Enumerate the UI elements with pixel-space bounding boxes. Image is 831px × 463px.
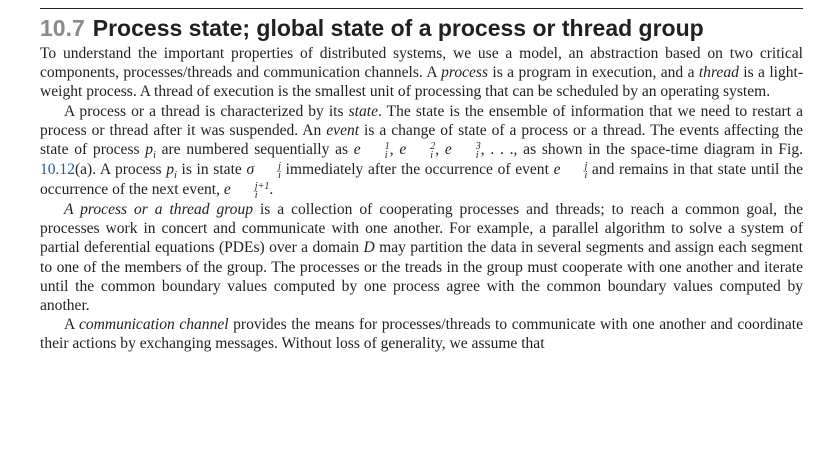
term-state: state <box>348 102 378 120</box>
p2-text-2: . The state is the ensemble of information that we need to restart a process or thread after it was suspended. An <box>40 102 803 139</box>
math-domain: D <box>363 239 375 257</box>
figure-link[interactable]: 10.12 <box>40 161 75 179</box>
paragraph-4 <box>40 315 803 353</box>
math-e3: e 3 i <box>444 141 481 162</box>
p1-text-3: is a light-weight process. A thread of execution is the smallest unit of processing that can be scheduled by an operating system. <box>40 64 803 101</box>
math-e-j1: e j+1 i <box>223 181 270 202</box>
math-p-i-2: $p_i$ <box>166 161 177 182</box>
math-sigma: σ j i <box>246 161 281 182</box>
p3-text-1: is a collection of cooperating processes and threads; to reach a common goal, the processes work in concert and communicate with one another. For example, a parallel algorithm to solve a system of partial deferential equations (PDEs) over a domain <box>40 201 803 257</box>
ellipsis: , . . ., <box>480 141 518 159</box>
p2-text-4: are numbered sequentially as <box>155 141 354 159</box>
p1-text-2: is a program in execution, and a <box>488 64 699 82</box>
paragraph-1 <box>40 44 803 102</box>
p2-text-6: (a). A process <box>74 161 167 179</box>
term-process: process <box>441 64 489 82</box>
math-p-i: $p_i$ <box>145 141 156 162</box>
p2-text-9: and remains in that state until the occurrence of the next event, <box>40 161 803 199</box>
page-content <box>40 8 803 354</box>
term-thread: thread <box>698 64 739 82</box>
term-group: A process or a thread group <box>64 201 254 219</box>
p4-text-2: provides the means for processes/threads to communicate with one another and coordinate their actions by exchanging messages. Without loss of generality, we assume that <box>40 316 803 353</box>
p2-text-1: A process or a thread is characterized by its <box>64 102 349 120</box>
math-e2: e 2 i <box>399 141 436 162</box>
section-heading <box>40 13 803 43</box>
paragraph-3 <box>40 200 803 315</box>
math-e1: e 1 i <box>353 141 390 162</box>
p1-text-1: To understand the important properties of distributed systems, we use a model, an abstraction based on two critical components, processes/threads and communication channels. A <box>40 45 803 82</box>
p2-text-7: is in state <box>176 161 247 179</box>
term-channel: communication channel <box>78 316 229 334</box>
p2-text-10: . <box>269 181 274 199</box>
p2-text-5: as shown in the space-time diagram in Fig. <box>517 141 803 159</box>
section-title: Process state; global state of a process or thread group <box>92 15 704 41</box>
p2-text-8: immediately after the occurrence of event <box>280 161 554 179</box>
section-number: 10.7 <box>40 15 85 41</box>
top-rule <box>40 8 803 9</box>
p2-text-3: is a change of state of a process or a thread. The events affecting the state of process <box>40 121 803 159</box>
term-event: event <box>326 121 360 139</box>
p4-text-1: A <box>64 316 79 334</box>
p3-text-2: may partition the data in several segments and assign each segment to one of the members of the group. The processes or the treads in the group must cooperate with one another and iterate until the common boundary values computed by one process agree with the common boundary values computed by another. <box>40 239 803 315</box>
paragraph-2: A process or a thread is characterized by its state. The state is the ensemble of information that we need to restart a process or thread after it was suspended. An event is a change of state of a process or a thread. The events affecting the state of process $p_i$ are numbered sequentially as e 1 i , e 2 i , e 3 i , . . ., as shown in the space-time diagram in Fig. 10.12(a). A process $p_i$ is in state σ j i immediately after the occurrence of event e j i and remains in that state until the occurrence of the next event, e j+1 i . <box>40 102 803 202</box>
math-e-j: e j i <box>553 161 588 182</box>
